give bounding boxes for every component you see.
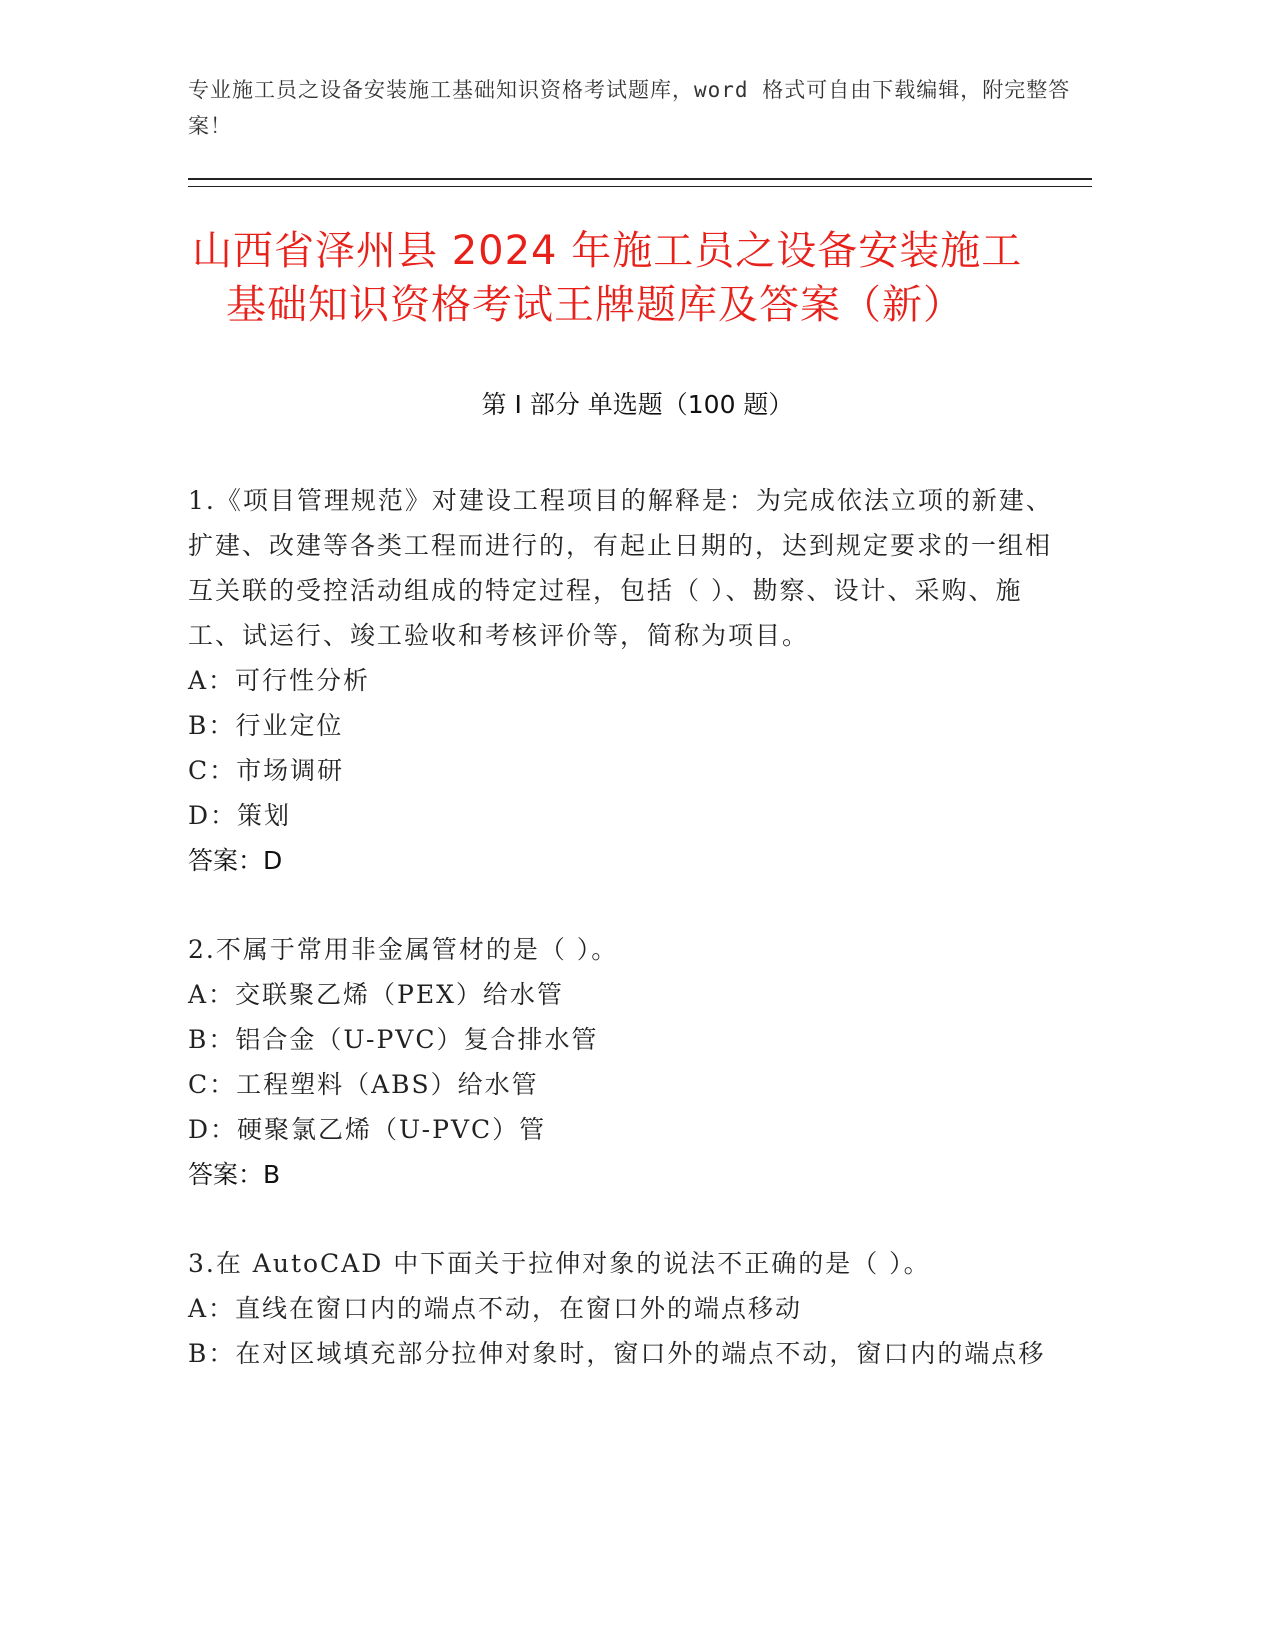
header-divider-thick	[188, 178, 1092, 180]
option-a: A：交联聚乙烯（PEX）给水管	[188, 980, 564, 1009]
option-d: D：策划	[188, 801, 292, 830]
question-stem: 1.《项目管理规范》对建设工程项目的解释是：为完成依法立项的新建、扩建、改建等各类工程而进行的，有起止日期的，达到规定要求的一组相互关联的受控活动组成的特定过程，包括（ ）、勘察、设计、采购、施工、试运行、竣工验收和考核评价等，简称为项目。	[188, 486, 1053, 650]
answer: 答案：B	[188, 1160, 281, 1189]
option-b: B：铝合金（U-PVC）复合排水管	[188, 1025, 599, 1054]
option-c: C：工程塑料（ABS）给水管	[188, 1070, 539, 1099]
option-a: A：可行性分析	[188, 666, 371, 695]
header-divider-thin	[188, 186, 1092, 187]
option-b: B：在对区域填充部分拉伸对象时，窗口外的端点不动，窗口内的端点移	[188, 1339, 1046, 1368]
section-title: 第 I 部分 单选题（100 题）	[481, 390, 794, 419]
question-stem: 2.不属于常用非金属管材的是（ ）。	[188, 935, 619, 964]
document-title-line-1: 山西省泽州县 2024 年施工员之设备安装施工	[192, 228, 1023, 274]
option-d: D：硬聚氯乙烯（U-PVC）管	[188, 1115, 547, 1144]
document-title-line-2: 基础知识资格考试王牌题库及答案（新）	[226, 282, 964, 328]
option-c: C：市场调研	[188, 756, 345, 785]
question-3	[188, 1241, 1068, 1376]
question-stem: 3.在 AutoCAD 中下面关于拉伸对象的说法不正确的是（ ）。	[188, 1249, 931, 1278]
question-2	[188, 927, 1068, 1197]
option-b: B：行业定位	[188, 711, 344, 740]
header-note: 专业施工员之设备安装施工基础知识资格考试题库，word 格式可自由下载编辑，附完整答案！	[188, 78, 1071, 138]
option-a: A：直线在窗口内的端点不动，在窗口外的端点移动	[188, 1294, 803, 1323]
question-1	[188, 478, 1068, 883]
document-title	[188, 224, 1088, 332]
question-list	[188, 478, 1068, 1420]
answer: 答案：D	[188, 846, 283, 875]
